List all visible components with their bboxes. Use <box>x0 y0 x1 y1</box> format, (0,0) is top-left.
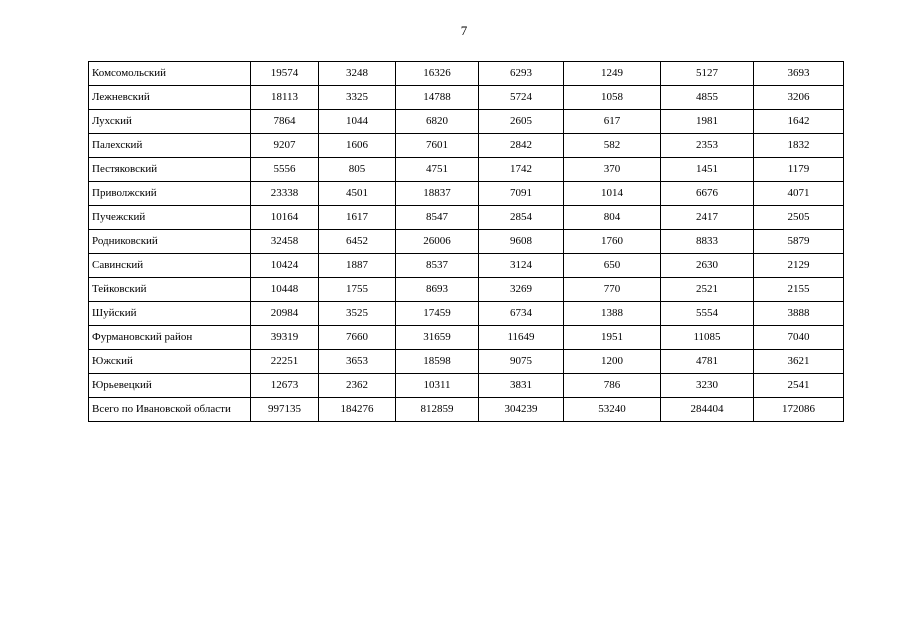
value-cell: 9075 <box>479 350 564 374</box>
value-cell: 3831 <box>479 374 564 398</box>
table-row <box>89 206 844 230</box>
value-cell: 5127 <box>661 62 754 86</box>
value-cell: 4855 <box>661 86 754 110</box>
value-cell: 1642 <box>754 110 844 134</box>
value-cell: 2362 <box>319 374 396 398</box>
value-cell: 7601 <box>396 134 479 158</box>
table-row <box>89 62 844 86</box>
value-cell: 4751 <box>396 158 479 182</box>
value-cell: 7040 <box>754 326 844 350</box>
value-cell: 2155 <box>754 278 844 302</box>
row-name-cell: Южский <box>89 350 251 374</box>
value-cell: 1755 <box>319 278 396 302</box>
value-cell: 53240 <box>564 398 661 422</box>
value-cell: 6820 <box>396 110 479 134</box>
value-cell: 12673 <box>251 374 319 398</box>
row-name-cell: Родниковский <box>89 230 251 254</box>
row-name-cell: Пучежский <box>89 206 251 230</box>
value-cell: 22251 <box>251 350 319 374</box>
value-cell: 20984 <box>251 302 319 326</box>
value-cell: 8537 <box>396 254 479 278</box>
value-cell: 11085 <box>661 326 754 350</box>
row-name-cell: Палехский <box>89 134 251 158</box>
value-cell: 1617 <box>319 206 396 230</box>
value-cell: 2417 <box>661 206 754 230</box>
value-cell: 23338 <box>251 182 319 206</box>
value-cell: 370 <box>564 158 661 182</box>
value-cell: 1058 <box>564 86 661 110</box>
value-cell: 10424 <box>251 254 319 278</box>
value-cell: 304239 <box>479 398 564 422</box>
row-name-cell: Всего по Ивановской области <box>89 398 251 422</box>
value-cell: 6293 <box>479 62 564 86</box>
value-cell: 10164 <box>251 206 319 230</box>
value-cell: 1200 <box>564 350 661 374</box>
value-cell: 1760 <box>564 230 661 254</box>
value-cell: 18598 <box>396 350 479 374</box>
value-cell: 786 <box>564 374 661 398</box>
value-cell: 26006 <box>396 230 479 254</box>
value-cell: 3693 <box>754 62 844 86</box>
value-cell: 582 <box>564 134 661 158</box>
value-cell: 1179 <box>754 158 844 182</box>
value-cell: 1451 <box>661 158 754 182</box>
value-cell: 1249 <box>564 62 661 86</box>
value-cell: 2605 <box>479 110 564 134</box>
value-cell: 1388 <box>564 302 661 326</box>
row-name-cell: Лухский <box>89 110 251 134</box>
table-row <box>89 350 844 374</box>
value-cell: 10311 <box>396 374 479 398</box>
row-name-cell: Савинский <box>89 254 251 278</box>
value-cell: 2129 <box>754 254 844 278</box>
value-cell: 14788 <box>396 86 479 110</box>
row-name-cell: Комсомольский <box>89 62 251 86</box>
value-cell: 2541 <box>754 374 844 398</box>
value-cell: 9207 <box>251 134 319 158</box>
value-cell: 1887 <box>319 254 396 278</box>
value-cell: 284404 <box>661 398 754 422</box>
value-cell: 2353 <box>661 134 754 158</box>
value-cell: 6452 <box>319 230 396 254</box>
value-cell: 3124 <box>479 254 564 278</box>
value-cell: 31659 <box>396 326 479 350</box>
value-cell: 4071 <box>754 182 844 206</box>
value-cell: 7660 <box>319 326 396 350</box>
row-name-cell: Приволжский <box>89 182 251 206</box>
value-cell: 18113 <box>251 86 319 110</box>
value-cell: 39319 <box>251 326 319 350</box>
table-row <box>89 374 844 398</box>
row-name-cell: Шуйский <box>89 302 251 326</box>
value-cell: 770 <box>564 278 661 302</box>
value-cell: 32458 <box>251 230 319 254</box>
row-name-cell: Фурмановский район <box>89 326 251 350</box>
value-cell: 1742 <box>479 158 564 182</box>
value-cell: 17459 <box>396 302 479 326</box>
value-cell: 10448 <box>251 278 319 302</box>
value-cell: 19574 <box>251 62 319 86</box>
value-cell: 5724 <box>479 86 564 110</box>
value-cell: 5556 <box>251 158 319 182</box>
value-cell: 3206 <box>754 86 844 110</box>
value-cell: 5879 <box>754 230 844 254</box>
value-cell: 3621 <box>754 350 844 374</box>
value-cell: 2521 <box>661 278 754 302</box>
value-cell: 9608 <box>479 230 564 254</box>
value-cell: 997135 <box>251 398 319 422</box>
value-cell: 617 <box>564 110 661 134</box>
value-cell: 3888 <box>754 302 844 326</box>
value-cell: 2630 <box>661 254 754 278</box>
value-cell: 2505 <box>754 206 844 230</box>
value-cell: 3230 <box>661 374 754 398</box>
value-cell: 3325 <box>319 86 396 110</box>
value-cell: 1951 <box>564 326 661 350</box>
value-cell: 1606 <box>319 134 396 158</box>
table-row <box>89 398 844 422</box>
value-cell: 172086 <box>754 398 844 422</box>
page-number: 7 <box>460 23 468 38</box>
value-cell: 650 <box>564 254 661 278</box>
value-cell: 4501 <box>319 182 396 206</box>
value-cell: 6676 <box>661 182 754 206</box>
value-cell: 8547 <box>396 206 479 230</box>
value-cell: 7091 <box>479 182 564 206</box>
value-cell: 8693 <box>396 278 479 302</box>
value-cell: 7864 <box>251 110 319 134</box>
value-cell: 2842 <box>479 134 564 158</box>
table-row <box>89 182 844 206</box>
value-cell: 4781 <box>661 350 754 374</box>
value-cell: 1014 <box>564 182 661 206</box>
value-cell: 3653 <box>319 350 396 374</box>
value-cell: 184276 <box>319 398 396 422</box>
value-cell: 1981 <box>661 110 754 134</box>
row-name-cell: Юрьевецкий <box>89 374 251 398</box>
table-row <box>89 110 844 134</box>
table-body <box>89 62 844 422</box>
table-row <box>89 326 844 350</box>
statistics-table <box>88 61 844 422</box>
value-cell: 3248 <box>319 62 396 86</box>
value-cell: 1044 <box>319 110 396 134</box>
table-row <box>89 86 844 110</box>
value-cell: 1832 <box>754 134 844 158</box>
value-cell: 2854 <box>479 206 564 230</box>
table-row <box>89 254 844 278</box>
table-row <box>89 134 844 158</box>
value-cell: 16326 <box>396 62 479 86</box>
table-row <box>89 158 844 182</box>
value-cell: 804 <box>564 206 661 230</box>
value-cell: 3525 <box>319 302 396 326</box>
row-name-cell: Лежневский <box>89 86 251 110</box>
value-cell: 11649 <box>479 326 564 350</box>
value-cell: 18837 <box>396 182 479 206</box>
value-cell: 3269 <box>479 278 564 302</box>
table-row <box>89 302 844 326</box>
value-cell: 8833 <box>661 230 754 254</box>
row-name-cell: Пестяковский <box>89 158 251 182</box>
value-cell: 5554 <box>661 302 754 326</box>
value-cell: 805 <box>319 158 396 182</box>
value-cell: 812859 <box>396 398 479 422</box>
table-row <box>89 230 844 254</box>
row-name-cell: Тейковский <box>89 278 251 302</box>
table-row <box>89 278 844 302</box>
value-cell: 6734 <box>479 302 564 326</box>
